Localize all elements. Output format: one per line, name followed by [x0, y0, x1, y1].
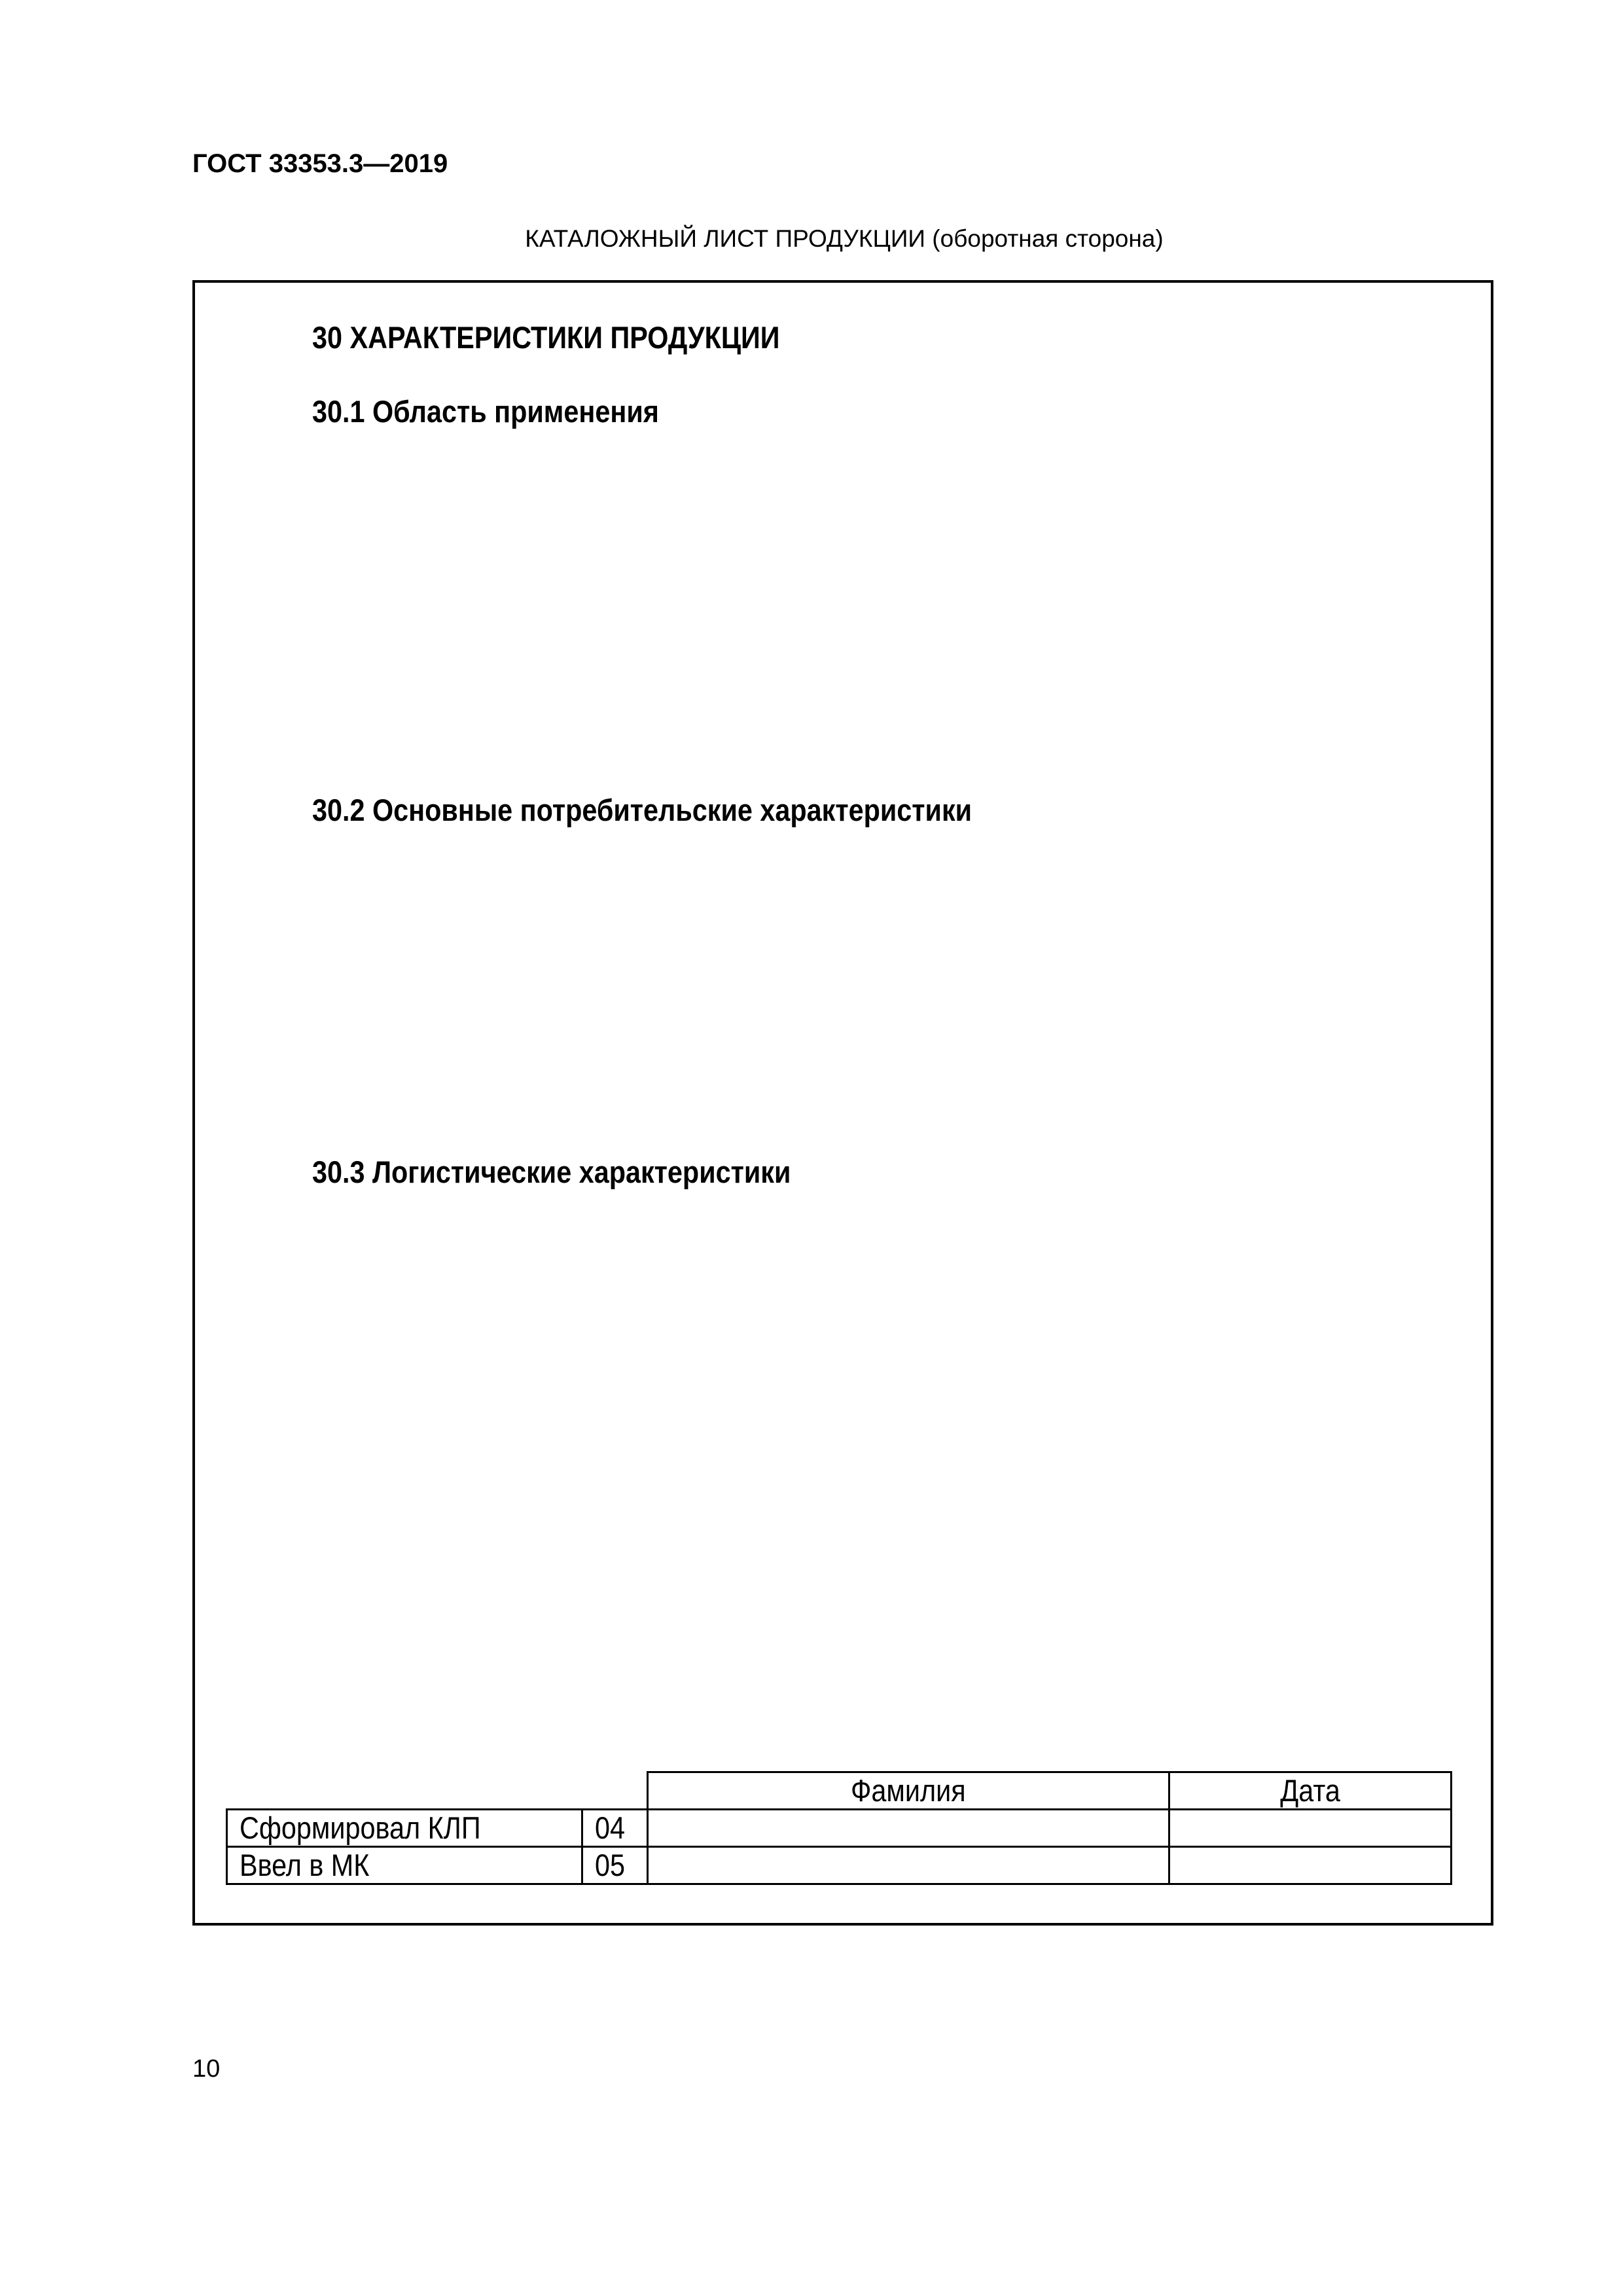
empty-corner-cell: [582, 1772, 648, 1810]
section-heading-scope: 30.1 Область применения: [312, 394, 659, 429]
catalog-sheet-frame: [192, 280, 1493, 1926]
surname-cell[interactable]: [648, 1847, 1169, 1884]
page-number: 10: [192, 2055, 221, 2083]
row-code: 04: [582, 1810, 648, 1847]
section-heading-characteristics: 30 ХАРАКТЕРИСТИКИ ПРОДУКЦИИ: [312, 320, 780, 355]
sheet-title: КАТАЛОЖНЫЙ ЛИСТ ПРОДУКЦИИ (оборотная сторона): [525, 225, 1164, 252]
row-code: 05: [582, 1847, 648, 1884]
table-header-row: [227, 1772, 1452, 1810]
document-code: ГОСТ 33353.3—2019: [192, 149, 448, 178]
column-header-surname: Фамилия: [648, 1772, 1169, 1810]
section-heading-logistic-characteristics: 30.3 Логистические характеристики: [312, 1155, 791, 1189]
table-row: [227, 1847, 1452, 1884]
row-label: Ввел в МК: [227, 1847, 582, 1884]
date-cell[interactable]: [1169, 1847, 1452, 1884]
surname-cell[interactable]: [648, 1810, 1169, 1847]
date-cell[interactable]: [1169, 1810, 1452, 1847]
signature-table: [226, 1771, 1452, 1885]
row-label: Сформировал КЛП: [227, 1810, 582, 1847]
table-row: [227, 1810, 1452, 1847]
column-header-date: Дата: [1169, 1772, 1452, 1810]
section-heading-consumer-characteristics: 30.2 Основные потребительские характеристики: [312, 793, 972, 827]
empty-corner-cell: [227, 1772, 582, 1810]
